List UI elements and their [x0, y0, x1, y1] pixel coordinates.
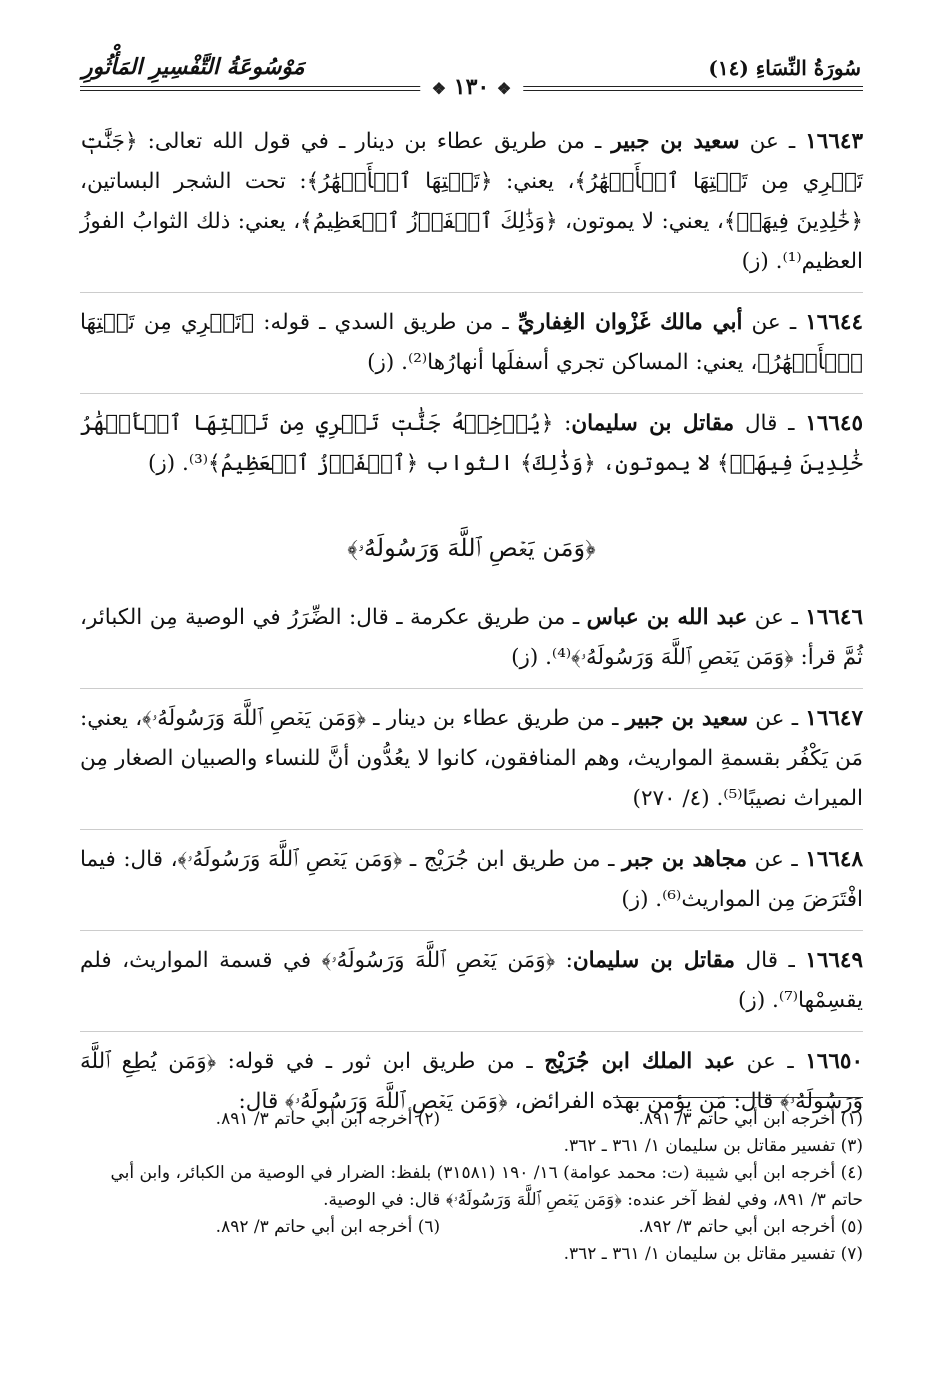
entry-prefix: عن	[739, 129, 779, 154]
entry-number: ١٦٦٤٩	[805, 948, 864, 973]
narrator-name: سعيد بن جبير	[625, 706, 749, 731]
entry-16645: ١٦٦٤٥ ـ قال مقاتل بن سليمان: ﴿يُدۡخِلۡهُ جَنَّٰتٖ تَجۡرِي مِن تَحۡتِهَا ٱلۡأَنۡهَٰرُ خَٰلِدِينَ فِيهَاۚ﴾ لا يموتون، ﴿وَذَٰلِكَ﴾ الثواب ﴿ٱلۡفَوۡزُ ٱلۡعَظِيمُ﴾⁽³⁾. (ز)	[80, 411, 864, 476]
page-header	[80, 52, 863, 100]
narrator-name: عبد الله بن عباس	[586, 605, 748, 630]
entry-number: ١٦٦٤٨	[805, 847, 864, 872]
footnote-1: (١) أخرجه ابن أبي حاتم ٣/ ٨٩١.	[638, 1109, 863, 1129]
entry-text: : ﴿وَمَن يَعۡصِ ٱللَّهَ وَرَسُولَهُۥ﴾ في قسمة المواريث، فلم يقسِمْها⁽⁷⁾. (ز)	[80, 948, 863, 1013]
footnote-2: (٢) أخرجه ابن أبي حاتم ٣/ ٨٩١.	[215, 1109, 441, 1129]
entry-text: ـ من طريق عكرمة ـ قال: الضِّرَرُ في الوصية مِن الكبائر، ثُمَّ قرأ: ﴿وَمَن يَعۡصِ ٱللَّهَ وَرَسُولَهُۥ﴾⁽⁴⁾. (ز)	[80, 605, 863, 670]
entry-text: ـ من طريق عطاء بن دينار ـ ﴿وَمَن يَعۡصِ ٱللَّهَ وَرَسُولَهُۥ﴾، يعني: مَن يَكْفُر بقسمةِ المواريث، وهم المنافقون، كانوا لا يعُدُّون أنَّ للنساء والصبيان الصغار مِن الميراث نصيبًا⁽⁵⁾. (٤/ ٢٧٠)	[80, 706, 863, 811]
narrator-name: مقاتل بن سليمان	[571, 411, 735, 436]
footnotes	[80, 1097, 863, 1268]
entry-16649: ١٦٦٤٩ ـ قال مقاتل بن سليمان: ﴿وَمَن يَعۡصِ ٱللَّهَ وَرَسُولَهُۥ﴾ في قسمة المواريث، فلم يقسِمْها⁽⁷⁾. (ز)	[80, 941, 863, 1032]
entry-prefix: قال	[734, 411, 778, 436]
page-number-value: ١٣٠	[453, 74, 490, 100]
footnote-6: (٦) أخرجه ابن أبي حاتم ٣/ ٨٩٢.	[215, 1217, 441, 1237]
entry-16647: ١٦٦٤٧ ـ عن سعيد بن جبير ـ من طريق عطاء بن دينار ـ ﴿وَمَن يَعۡصِ ٱللَّهَ وَرَسُولَهُۥ﴾، يعني: مَن يَكْفُر بقسمةِ المواريث، وهم المنافقون، كانوا لا يعُدُّون أنَّ للنساء والصبيان الصغار مِن الميراث نصيبًا⁽⁵⁾. (٤/ ٢٧٠)	[80, 699, 863, 830]
entry-prefix: عن	[742, 310, 781, 335]
entry-16648: ١٦٦٤٨ ـ عن مجاهد بن جبر ـ من طريق ابن جُرَيْج ـ ﴿وَمَن يَعۡصِ ٱللَّهَ وَرَسُولَهُۥ﴾، قال: فيما افْتَرَضَ مِن المواريث⁽⁶⁾. (ز)	[80, 840, 863, 931]
footnote-row	[80, 1214, 863, 1241]
narrator-name: مقاتل بن سليمان	[572, 948, 736, 973]
ornament-right-icon: ❖	[431, 79, 447, 98]
entry-number: ١٦٦٥٠	[805, 1049, 863, 1074]
narrator-name: مجاهد بن جبر	[622, 847, 748, 872]
entry-prefix: عن	[735, 1049, 776, 1074]
entry-text: ـ من طريق السدي ـ قوله: ﴿تَجۡرِي مِن تَحۡتِهَا ٱلۡأَنۡهَٰرُ﴾، يعني: المساكن تجري أسفلَها أنهارُها⁽²⁾. (ز)	[80, 310, 863, 375]
surah-title: سُورَةُ النِّسَاءِ (١٤)	[708, 56, 861, 80]
entry-16643: ١٦٦٤٣ ـ عن سعيد بن جبير ـ من طريق عطاء بن دينار ـ في قول الله تعالى: ﴿جَنَّٰتٖ تَجۡرِي مِن تَحۡتِهَا ٱلۡأَنۡهَٰرُ﴾، يعني: ﴿تَحۡتِهَا ٱلۡأَنۡهَٰرُ﴾: تحت الشجر البساتين، ﴿خَٰلِدِينَ فِيهَاۚ﴾، يعني: لا يموتون، ﴿وَذَٰلِكَ ٱلۡفَوۡزُ ٱلۡعَظِيمُ﴾، يعني: ذلك الثوابُ الفوزُ العظيم⁽¹⁾. (ز)	[80, 122, 863, 293]
entry-16644: ١٦٦٤٤ ـ عن أبي مالك غَزْوان الغِفاريِّ ـ من طريق السدي ـ قوله: ﴿تَجۡرِي مِن تَحۡتِهَا ٱلۡأَنۡهَٰرُ﴾، يعني: المساكن تجري أسفلَها أنهارُها⁽²⁾. (ز)	[80, 303, 863, 394]
entry-text: : ﴿يُدۡخِلۡهُ جَنَّٰتٖ تَجۡرِي مِن تَحۡتِهَا ٱلۡأَنۡهَٰرُ خَٰلِدِينَ فِيهَاۚ﴾ لا يموتون، ﴿وَذَٰلِكَ﴾ الثواب ﴿ٱلۡفَوۡزُ ٱلۡعَظِيمُ﴾⁽³⁾. (ز)	[80, 411, 863, 476]
narrator-name: أبي مالك غَزْوان الغِفاريِّ	[517, 310, 743, 335]
entry-16650: ١٦٦٥٠ ـ عن عبد الملك ابن جُرَيْج ـ من طريق ابن ثور ـ في قوله: ﴿وَمَن يُطِعِ ٱللَّهَ وَرَسُولَهُۥ﴾ قال: مَن يؤمن بهذه الفرائض، ﴿وَمَن يَعۡصِ ٱللَّهَ وَرَسُولَهُۥ﴾ قال:	[80, 1049, 863, 1114]
main-text	[80, 122, 863, 1142]
ornament-left-icon: ❖	[496, 79, 512, 98]
narrator-name: سعيد بن جبير	[611, 129, 740, 154]
entry-number: ١٦٦٤٧	[805, 706, 864, 731]
narrator-name: عبد الملك ابن جُرَيْج	[544, 1049, 736, 1074]
entry-prefix: عن	[748, 706, 785, 731]
page-number	[420, 74, 523, 102]
entry-prefix: قال	[735, 948, 779, 973]
footnote-3: (٣) تفسير مقاتل بن سليمان ١/ ٣٦١ ـ ٣٦٢.	[563, 1136, 863, 1156]
footnote-4: (٤) أخرجه ابن أبي شيبة (ت: محمد عوامة) ١٦/ ١٩٠ (٣١٥٨١) بلفظ: الضرار في الوصية من الكبائر، وابن أبي حاتم ٣/ ٨٩١، وفي لفظ آخر عنده: ﴿وَمَن يَعۡصِ ٱللَّهَ وَرَسُولَهُۥ﴾ قال: في الوصية.	[110, 1163, 863, 1210]
footnote-separator	[613, 1097, 863, 1098]
entry-text: ـ من طريق عطاء بن دينار ـ في قول الله تعالى: ﴿جَنَّٰتٖ تَجۡرِي مِن تَحۡتِهَا ٱلۡأَنۡهَٰرُ﴾، يعني: ﴿تَحۡتِهَا ٱلۡأَنۡهَٰرُ﴾: تحت الشجر البساتين، ﴿خَٰلِدِينَ فِيهَاۚ﴾، يعني: لا يموتون، ﴿وَذَٰلِكَ ٱلۡفَوۡزُ ٱلۡعَظِيمُ﴾، يعني: ذلك الثوابُ الفوزُ العظيم⁽¹⁾. (ز)	[80, 129, 863, 274]
footnote-7: (٧) تفسير مقاتل بن سليمان ١/ ٣٦١ ـ ٣٦٢.	[563, 1244, 863, 1264]
entry-text: ـ من طريق ابن جُرَيْج ـ ﴿وَمَن يَعۡصِ ٱللَّهَ وَرَسُولَهُۥ﴾، قال: فيما افْتَرَضَ مِن المواريث⁽⁶⁾. (ز)	[80, 847, 863, 912]
entry-prefix: عن	[747, 605, 784, 630]
footnote-row	[80, 1106, 863, 1133]
entry-text: ـ من طريق ابن ثور ـ في قوله: ﴿وَمَن يُطِعِ ٱللَّهَ وَرَسُولَهُۥ﴾ قال: مَن يؤمن بهذه الفرائض، ﴿وَمَن يَعۡصِ ٱللَّهَ وَرَسُولَهُۥ﴾ قال:	[80, 1049, 863, 1114]
entry-16646: ١٦٦٤٦ ـ عن عبد الله بن عباس ـ من طريق عكرمة ـ قال: الضِّرَرُ في الوصية مِن الكبائر، ثُمَّ قرأ: ﴿وَمَن يَعۡصِ ٱللَّهَ وَرَسُولَهُۥ﴾⁽⁴⁾. (ز)	[80, 598, 863, 689]
entry-number: ١٦٦٤٣	[805, 129, 863, 154]
entry-number: ١٦٦٤٤	[805, 310, 863, 335]
entry-number: ١٦٦٤٥	[805, 411, 864, 436]
footnote-5: (٥) أخرجه ابن أبي حاتم ٣/ ٨٩٢.	[638, 1217, 863, 1237]
entry-number: ١٦٦٤٦	[805, 605, 864, 630]
book-title: مَوْسُوعَةُ التَّفْسِيرِ المَأْثُورِ	[82, 54, 305, 80]
section-heading: ﴿وَمَن يَعۡصِ ٱللَّهَ وَرَسُولَهُۥ﴾	[347, 534, 596, 562]
entry-prefix: عن	[747, 847, 784, 872]
